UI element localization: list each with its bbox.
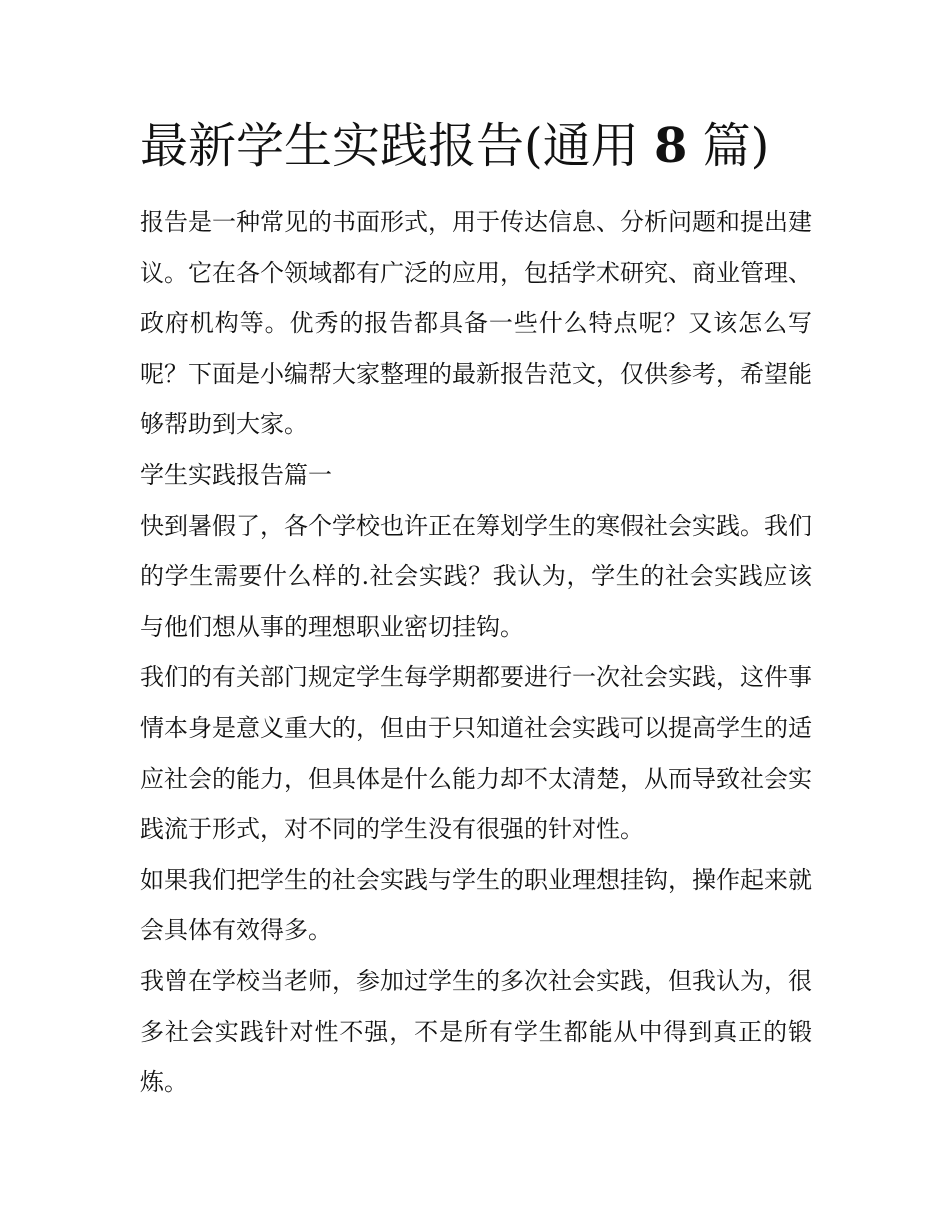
section-heading: 学生实践报告篇一 <box>140 460 332 489</box>
body-paragraph: 如果我们把学生的社会实践与学生的职业理想挂钩，操作起来就会具体有效得多。 <box>140 865 812 945</box>
title-text-part: 通用 <box>542 118 654 174</box>
body-paragraph: 快到暑假了，各个学校也许正在筹划学生的寒假社会实践。我们的学生需要什么样的.社会实践？我认为，学生的社会实践应该与他们想从事的理想职业密切挂钩。 <box>140 511 812 641</box>
document-content <box>140 112 812 1108</box>
title-number: 8 <box>654 118 688 174</box>
title-text-part: 篇) <box>687 118 770 174</box>
title-text-part: 最新学生实践报告( <box>140 118 543 174</box>
intro-paragraph: 报告是一种常见的书面形式，用于传达信息、分析问题和提出建议。它在各个领域都有广泛的应用，包括学术研究、商业管理、政府机构等。优秀的报告都具备一些什么特点呢？又该怎么写呢？下面是小编帮大家整理的最新报告范文，仅供参考，希望能够帮助到大家。 <box>140 208 812 439</box>
document-title <box>140 112 812 180</box>
body-paragraph: 我们的有关部门规定学生每学期都要进行一次社会实践，这件事情本身是意义重大的，但由于只知道社会实践可以提高学生的适应社会的能力，但具体是什么能力却不太清楚，从而导致社会实践流于形式，对不同的学生没有很强的针对性。 <box>140 663 812 844</box>
body-paragraph: 我曾在学校当老师，参加过学生的多次社会实践，但我认为，很多社会实践针对性不强，不是所有学生都能从中得到真正的锻炼。 <box>140 966 812 1097</box>
